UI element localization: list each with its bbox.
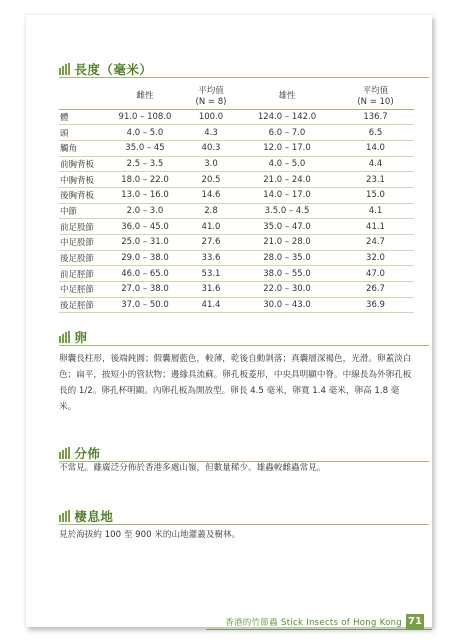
row-label: 前足股節 — [59, 219, 105, 235]
header-underline — [59, 345, 429, 346]
row-label: 中足股節 — [59, 235, 105, 251]
table-header-row — [59, 85, 414, 109]
male-mean: 32.0 — [337, 250, 414, 266]
row-label: 後胸背板 — [59, 187, 105, 203]
female-range: 27.0 – 38.0 — [105, 282, 185, 298]
table-row — [59, 266, 414, 282]
table-row — [59, 235, 414, 251]
n-male-label: (N = 10) — [357, 96, 394, 107]
male-mean: 23.1 — [337, 172, 414, 188]
header-bars-icon — [59, 331, 71, 343]
female-range: 37.0 – 50.0 — [105, 297, 185, 313]
header-underline — [59, 77, 429, 78]
length-section-header — [59, 60, 429, 78]
male-mean: 4.4 — [337, 156, 414, 172]
page-footer — [206, 615, 432, 633]
male-range: 28.0 – 35.0 — [237, 250, 337, 266]
male-range: 4.0 – 5.0 — [237, 156, 337, 172]
mean-female-label: 平均值 — [198, 85, 224, 96]
male-range: 38.0 – 55.0 — [237, 266, 337, 282]
male-range: 3.5.0 – 4.5 — [237, 203, 337, 219]
male-range: 30.0 – 43.0 — [237, 297, 337, 313]
female-mean: 27.6 — [185, 235, 237, 251]
footer-rule — [206, 629, 432, 630]
table-row — [59, 250, 414, 266]
table-body — [59, 109, 414, 313]
male-range: 12.0 – 17.0 — [237, 140, 337, 156]
row-label: 前胸背板 — [59, 156, 105, 172]
header-mean-male — [337, 85, 414, 109]
male-mean: 14.0 — [337, 140, 414, 156]
row-label: 中足脛節 — [59, 282, 105, 298]
row-label: 後足脛節 — [59, 297, 105, 313]
female-mean: 41.0 — [185, 219, 237, 235]
female-mean: 2.8 — [185, 203, 237, 219]
egg-title: 卵 — [74, 330, 88, 345]
female-range: 2.5 – 3.5 — [105, 156, 185, 172]
male-range: 14.0 – 17.0 — [237, 187, 337, 203]
measurements-table — [59, 85, 414, 313]
header-bars-icon — [59, 63, 71, 75]
female-mean: 40.3 — [185, 140, 237, 156]
female-range: 29.0 – 38.0 — [105, 250, 185, 266]
male-mean: 4.1 — [337, 203, 414, 219]
female-range: 25.0 – 31.0 — [105, 235, 185, 251]
female-mean: 41.4 — [185, 297, 237, 313]
row-label: 觸角 — [59, 140, 105, 156]
male-range: 22.0 – 30.0 — [237, 282, 337, 298]
row-label: 頭 — [59, 125, 105, 141]
mean-male-label: 平均值 — [362, 85, 389, 96]
female-range: 4.0 – 5.0 — [105, 125, 185, 141]
male-range: 35.0 – 47.0 — [237, 219, 337, 235]
female-range: 36.0 – 45.0 — [105, 219, 185, 235]
female-mean: 4.3 — [185, 125, 237, 141]
female-range: 13.0 – 16.0 — [105, 187, 185, 203]
header-female: 雌性 — [105, 85, 185, 109]
male-mean: 47.0 — [337, 266, 414, 282]
row-label: 體 — [59, 109, 105, 125]
habitat-title: 棲息地 — [74, 509, 114, 524]
table-row — [59, 109, 414, 125]
male-mean: 36.9 — [337, 297, 414, 313]
page-number: 71 — [406, 614, 424, 629]
female-range: 18.0 – 22.0 — [105, 172, 185, 188]
male-range: 6.0 – 7.0 — [237, 125, 337, 141]
book-page — [26, 15, 432, 627]
row-label: 中胸背板 — [59, 172, 105, 188]
female-mean: 31.6 — [185, 282, 237, 298]
table-row — [59, 125, 414, 141]
distribution-description: 不常見。雖廣泛分佈於香港多處山嶺，但數量稀少。雄蟲較雌蟲常見。 — [59, 463, 326, 473]
female-mean: 14.6 — [185, 187, 237, 203]
table-row — [59, 156, 414, 172]
habitat-section-header — [59, 507, 429, 525]
male-mean: 26.7 — [337, 282, 414, 298]
male-mean: 15.0 — [337, 187, 414, 203]
female-range: 2.0 – 3.0 — [105, 203, 185, 219]
row-label: 前足脛節 — [59, 266, 105, 282]
female-range: 91.0 – 108.0 — [105, 109, 185, 125]
male-mean: 24.7 — [337, 235, 414, 251]
table-row — [59, 187, 414, 203]
female-mean: 33.6 — [185, 250, 237, 266]
table-row — [59, 219, 414, 235]
header-male: 雄性 — [237, 85, 337, 109]
male-mean: 6.5 — [337, 125, 414, 141]
male-range: 21.0 – 28.0 — [237, 235, 337, 251]
length-title: 長度（毫米） — [74, 62, 153, 77]
header-bars-icon — [59, 510, 71, 522]
egg-description: 卵囊長柱形，後端鈍圓；假囊層藍色，較薄，乾後自動剝落；真囊層深褐色，光滑。卵蓋淡白色；扁平，披短小的管狀物；邊緣具流蘇。卵孔板菱形，中央具明顯中脊。中線長為外卵孔板長的 1/2。卵孔杯明顯。內卵孔板為開放型。卵長 4.5 毫米，卵寬 1.4 毫米，卵高 1.8 毫米。 — [59, 354, 412, 412]
male-mean: 136.7 — [337, 109, 414, 125]
female-mean: 3.0 — [185, 156, 237, 172]
row-label: 中節 — [59, 203, 105, 219]
male-range: 21.0 – 24.0 — [237, 172, 337, 188]
distribution-title: 分佈 — [74, 446, 101, 461]
table-row — [59, 282, 414, 298]
female-range: 46.0 – 65.0 — [105, 266, 185, 282]
header-bars-icon — [59, 447, 71, 459]
table-row — [59, 297, 414, 313]
header-underline — [59, 524, 429, 525]
male-range: 124.0 – 142.0 — [237, 109, 337, 125]
table-row — [59, 203, 414, 219]
n-female-label: (N = 8) — [195, 96, 227, 107]
female-mean: 20.5 — [185, 172, 237, 188]
habitat-description: 見於海拔約 100 至 900 米的山地灌叢及樹林。 — [59, 530, 241, 540]
egg-section-header — [59, 328, 429, 346]
female-mean: 100.0 — [185, 109, 237, 125]
footer-book-title: 香港的竹節蟲 Stick Insects of Hong Kong — [225, 618, 402, 628]
header-mean-female — [185, 85, 237, 109]
row-label: 後足股節 — [59, 250, 105, 266]
female-mean: 53.1 — [185, 266, 237, 282]
male-mean: 41.1 — [337, 219, 414, 235]
table-row — [59, 140, 414, 156]
header-blank — [59, 85, 105, 109]
female-range: 35.0 – 45 — [105, 140, 185, 156]
table-row — [59, 172, 414, 188]
